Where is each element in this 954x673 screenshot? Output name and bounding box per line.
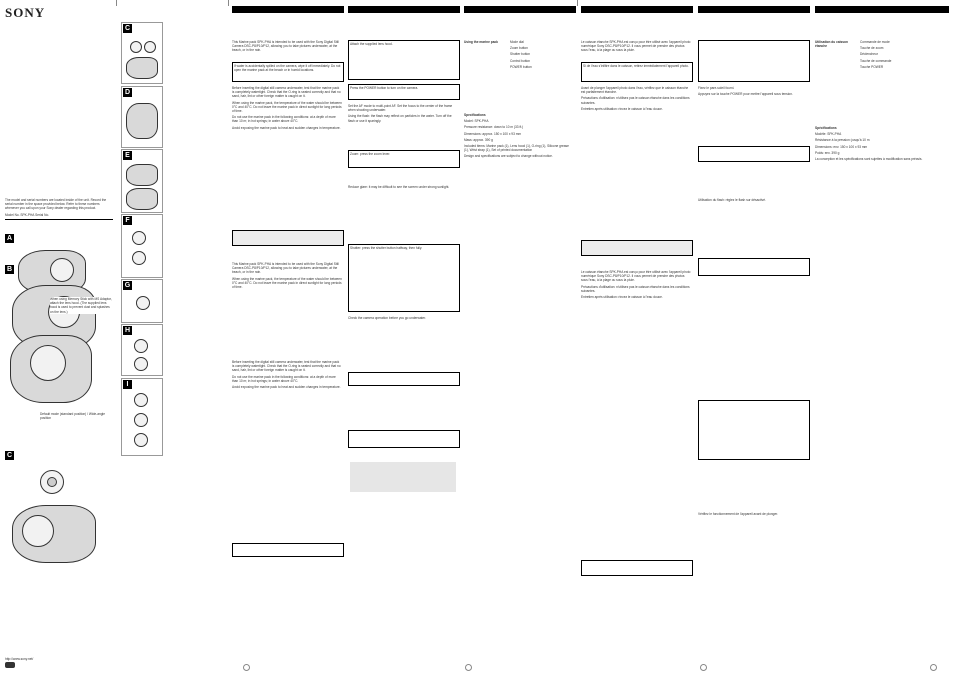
fr-spec-line: Dimensions: env. 150 x 100 x 93 mm [815,144,868,149]
spec-line: Pressure resistance: down to 10 m (33 ft.) [464,125,524,130]
en-box-2 [232,230,344,246]
steps-body-1 [348,104,458,125]
fig-g-circle [136,296,150,310]
en-body-4 [232,360,342,391]
header-bar-fr-2 [698,6,810,13]
steps-body-3 [348,316,458,322]
fig-i-circle-3 [134,433,148,447]
fr-paragraph: Entretien après utilisation: rincez le caisson à l'eau douce. [581,106,663,111]
lens-illustration-a [50,258,74,282]
figure-d-panel [121,86,163,148]
fr-steps-body-1 [698,86,808,98]
fr-part-item: Déclencheur [860,52,878,57]
fig-h-circle [134,339,148,353]
en-specs [464,113,574,161]
figure-g-panel [121,279,163,323]
registration-dot-4 [930,664,937,671]
header-bar-en-3 [464,6,576,13]
recycle-icon [5,662,15,668]
en-paragraph: Avoid exposing the marine pack to heat and sudden changes in temperature. [232,125,341,130]
fig-c-circle-2 [144,41,156,53]
en-part-item: Control button [510,58,531,63]
fr-box-3 [581,560,693,576]
fr-list-header: Utilisation du caisson étanche [815,40,848,49]
figure-h-panel [121,324,163,376]
registration-dot-1 [243,664,250,671]
steps-body-2 [348,185,458,191]
steps-box-2-text: Press the POWER button to turn on the camera. [350,86,419,90]
fig-f-circle [132,231,146,245]
fig-e-pack [126,164,158,186]
spec-line: Mass: approx. 390 g [464,137,493,142]
figure-label-h: H [124,327,131,334]
en-part-item: Shutter button [510,52,531,57]
figure-label-c: C [6,452,13,459]
steps-box-1 [348,40,460,80]
en-paragraph: When using the marine pack, the temperature of the water should be between 0°C and 40°C. Do not leave the marine pack in direct sunlight for long periods of time. [232,276,342,290]
fr-steps-box-2 [698,146,810,162]
fig-i-circle-2 [134,413,148,427]
fig-d-pack [126,103,158,139]
lens-illustration-b2 [30,345,66,381]
steps-box-3 [348,150,460,168]
fr-parts-list [860,40,948,71]
figure-label-b: B [6,266,13,273]
fr-box-2 [581,240,693,256]
fr-spec-heading: Spécifications [815,126,837,130]
header-bar-en-2 [348,6,460,13]
en-part-item: Mode dial [510,40,524,44]
fr-steps-box-1 [698,40,810,82]
en-paragraph: Do not use the marine pack in the following conditions: at a depth of more than 10 m; in hot springs; in water above 40°C. [232,374,336,383]
en-paragraph: Before inserting the digital still camera underwater, test that the marine pack is completely watertight. Check that the O-ring is seated correctly and that no sand, hair, lint or other foreign matter is caught on it. [232,360,341,373]
fr-steps-box-3 [698,258,810,276]
steps-paragraph: Check the camera operation before you go underwater. [348,316,426,320]
fig-h-circle-2 [134,357,148,371]
steps-box-4 [348,244,460,312]
en-paragraph: Before inserting the digital still camera underwater, test that the marine pack is completely watertight. Check that the O-ring is seated correctly and that no sand, hair, lint or other foreign matter is caught on it. [232,86,341,99]
figure-f-panel [121,214,163,278]
fr-steps-paragraph: Vérifiez le fonctionnement de l'appareil avant de plonger. [698,512,778,516]
en-paragraph: Avoid exposing the marine pack to heat and sudden changes in temperature. [232,385,341,390]
fr-paragraph: Le caisson étanche SPK-PHA est conçu pour être utilisé avec l'appareil photo numérique Sony DSC-P8/P10/P12. Il vous permet de prendre des photos sous l'eau, à la plage ou sous la pluie. [581,40,691,53]
steps-box-5 [348,372,460,386]
fr-steps-body-3 [698,512,808,518]
fr-paragraph: Le caisson étanche SPK-PHA est conçu pour être utilisé avec l'appareil photo numérique Sony DSC-P8/P10/P12. Il vous permet de prendre des photos sous l'eau, à la plage ou sous la pluie. [581,270,691,283]
figure-c-panel [121,22,163,84]
fr-paragraph: Précautions d'utilisation: n'utilisez pas le caisson étanche dans les conditions suivantes. [581,96,690,105]
fr-box-1 [581,62,693,82]
en-box-3 [232,543,344,557]
en-paragraph: When using the marine pack, the temperature of the water should be between 0°C and 40°C. Do not leave the marine pack in direct sunlight for long periods of time. [232,100,342,114]
fig-e-pack-2 [126,188,158,210]
en-parts-list [510,40,574,71]
figure-label-a: A [6,235,13,242]
fig-c-circle-1 [130,41,142,53]
en-list-header: Using the marine pack [464,40,499,44]
fr-steps-paragraph: Appuyez sur la touche POWER pour mettre l'appareil sous tension. [698,92,793,97]
fr-paragraph: Entretien après utilisation: rincez le caisson à l'eau douce. [581,295,663,300]
figure-label-c2: C [124,25,131,32]
fr-specs [815,126,947,163]
en-paragraph: This Marine pack SPK-PHA is intended to be used with the Sony Digital Still Camera DSC-P8/P10/P12, allowing you to take pictures underwater, at the beach, or in the rain. [232,40,339,53]
fold-mark-1 [116,0,117,6]
fold-mark-3 [577,0,578,6]
steps-paragraph: Reduce glare: it may be difficult to see the screen under strong sunlight. [348,185,450,189]
en-body-1 [232,40,342,55]
website-url: http://www.sony.net/ [5,657,34,661]
en-paragraph: Do not use the marine pack in the following conditions: at a depth of more than 10 m; in hot springs; in water above 40°C. [232,115,336,124]
fig-c-pack [126,57,158,79]
steps-paragraph: Using the flash: the flash may reflect on particles in the water. Turn off the flash or use it sparingly. [348,114,452,123]
en-part-item: POWER button [510,64,532,69]
en-part-item: Zoom button [510,46,528,51]
figure-label-d: D [124,89,131,96]
en-paragraph: This Marine pack SPK-PHA is intended to be used with the Sony Digital Still Camera DSC-P8/P10/P12, allowing you to take pictures underwater, at the beach, or in the rain. [232,262,339,275]
figure-label-e: E [123,151,132,160]
fig-f-circle-2 [132,251,146,265]
fr-paragraph: Précautions d'utilisation: n'utilisez pas le caisson étanche dans les conditions suivantes. [581,284,690,293]
fr-body-1 [581,40,691,55]
fr-steps-paragraph: Utilisation du flash: réglez le flash sur désactivé. [698,198,766,202]
spec-line: Model: SPK-PHA [464,119,489,124]
fr-part-item: Commande de mode [860,40,890,44]
steps-screen-illustration [350,462,456,492]
steps-paragraph: Set the AF mode to multi-point AF. Set the focus to the center of the frame when shooting underwater. [348,104,453,113]
header-bar-en-1 [232,6,344,13]
fr-spec-line: Résistance à la pression: jusqu'à 10 m [815,138,870,143]
caption-b: Default mode (standard position) / Wide-angle position [40,412,106,421]
fr-steps-paragraph: Fixez le pare-soleil fourni. [698,86,735,90]
fr-paragraph: Avant de plonger l'appareil photo dans l'eau, vérifiez que le caisson étanche est parfaitement étanche. [581,86,689,95]
en-body-3 [232,262,342,291]
figure-i-panel [121,378,163,456]
steps-box-6 [348,430,460,448]
header-bar-fr-3 [815,6,949,13]
fr-steps-body-2 [698,198,808,204]
fr-part-item: Touche de commande [860,58,892,63]
figure-e-panel [121,149,163,213]
fig-i-circle-1 [134,393,148,407]
en-body-2 [232,86,342,132]
en-box-1-text: If water is accidentally spilled on the camera, wipe it off immediately. Do not open the marine pack at the beach or in humid locations. [234,64,341,73]
steps-box-4-text: Shutter: press the shutter button halfway, then fully. [350,246,423,250]
figure-label-i: I [123,380,132,389]
brand-logo: SONY [5,5,46,20]
spec-line: Design and specifications are subject to change without notice. [464,154,553,159]
spec-heading: Specifications [464,113,486,117]
fr-spec-line: La conception et les spécifications sont sujettes à modification sans préavis. [815,157,923,162]
steps-box-2 [348,84,460,100]
figure-label-f: F [123,216,132,225]
spec-line: Dimensions: approx. 150 x 100 x 93 mm [464,131,522,136]
fr-part-item: Touche POWER [860,64,884,69]
registration-dot-3 [700,664,707,671]
fr-part-item: Touche de zoom [860,46,884,51]
fold-mark-2 [228,0,229,6]
spec-line: Included items: Marine pack (1), Lens hood (1), O-ring (1), Silicone grease (1), Wrist strap (1), Set of printed documentation [464,144,569,153]
fr-box-1-text: Si de l'eau s'infiltre dans le caisson, retirez immédiatement l'appareil photo. [583,64,689,68]
fr-body-2 [581,86,691,113]
en-box-1 [232,62,344,82]
fr-spec-line: Modèle: SPK-PHA [815,132,842,137]
figure-label-g: G [124,282,131,289]
steps-box-1-text: Attach the supplied lens hood. [350,42,393,46]
steps-box-3-text: Zoom: press the zoom lever. [350,152,391,156]
model-serial: Model No. SPK-PHA Serial No. [5,213,50,217]
control-dial-center [47,477,57,487]
header-bar-fr-1 [581,6,693,13]
fr-steps-box-4 [698,400,810,460]
registration-dot-2 [465,664,472,671]
fr-body-3 [581,270,691,301]
fr-spec-line: Poids: env. 390 g [815,150,840,155]
caption-a-visible: When using Memory Stick with MS Adaptor, attach the lens hood. (The supplied lens hood is used to prevent dust and splashes on the lens.) [50,297,114,314]
intro-note: The model and serial numbers are located inside of the unit. Record the serial number in the space provided below. Refer to these numbers whenever you call upon your Sony dealer regarding this product. [5,198,107,211]
lens-illustration-c [22,515,54,547]
model-underline [5,219,113,220]
